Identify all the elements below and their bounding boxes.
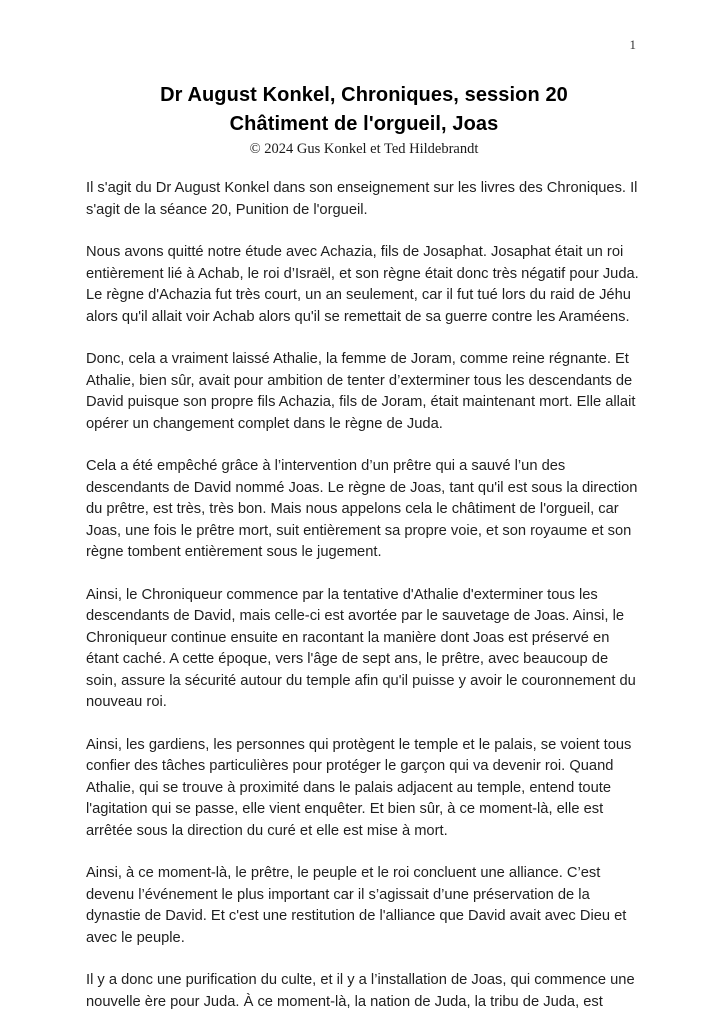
document-title-line-2: Châtiment de l'orgueil, Joas [229,113,499,135]
paragraph: Ainsi, les gardiens, les personnes qui protègent le temple et le palais, se voient tous confier des tâches particulières pour protéger le garçon qui va devenir roi. Quand Athalie, qui se trouve à proximité dans le palais adjacent au temple, entend toute l'agitation qui se passe, elle vient enquêter. Et bien sûr, à ce moment-là, elle est arrêtée sous la direction du curé et elle est mise à mort. [86,736,632,839]
paragraph: Ainsi, à ce moment-là, le prêtre, le peuple et le roi concluent une alliance. C’est devenu l’événement le plus important car il s’agissait d’une préservation de la dynastie de David. Et c'est une restitution de l'alliance que David avait avec Dieu et avec le peuple. [86,865,627,946]
copyright-line: © 2024 Gus Konkel et Ted Hildebrandt [249,141,479,157]
paragraph: Cela a été empêché grâce à l’intervention d’un prêtre qui a sauvé l’un des descendants de David nommé Joas. Le règne de Joas, tant qu'il est sous la direction du prêtre, est très, très bon. Mais nous appelons cela le châtiment de l'orgueil, car Joas, une fois le prêtre mort, suit entièrement sa propre voie, et son royaume et son règne tombent entièrement sous le jugement. [86,458,638,560]
paragraph: Donc, cela a vraiment laissé Athalie, la femme de Joram, comme reine régnante. Et Athalie, bien sûr, avait pour ambition de tenter d’exterminer tous les descendants de David puisque son propre fils Achazia, fils de Joram, était maintenant mort. Elle allait opérer un changement complet dans le règne de Juda. [86,351,636,432]
body-text [86,178,642,1013]
page-number: 1 [629,37,636,52]
paragraph: Il s'agit du Dr August Konkel dans son enseignement sur les livres des Chroniques. Il s'agit de la séance 20, Punition de l'orgueil. [86,180,638,218]
title-block [86,81,642,158]
document-title-line-1: Dr August Konkel, Chroniques, session 20 [160,84,568,106]
paragraph: Nous avons quitté notre étude avec Achazia, fils de Josaphat. Josaphat était un roi entièrement lié à Achab, le roi d’Israël, et son règne était donc très négatif pour Juda. Le règne d'Achazia fut très court, un an seulement, car il fut tué lors du raid de Jéhu alors qu'il allait voir Achab alors qu'il se remettait de sa guerre contre les Araméens. [86,244,639,325]
paragraph: Ainsi, le Chroniqueur commence par la tentative d'Athalie d'exterminer tous les descendants de David, mais celle-ci est avortée par le sauvetage de Joas. Ainsi, le Chroniqueur continue ensuite en racontant la manière dont Joas est préservé en étant caché. A cette époque, vers l'âge de sept ans, le prêtre, avec beaucoup de soin, assure la sécurité autour du temple afin qu'il puisse y avoir le couronnement du nouveau roi. [86,586,636,710]
paragraph: Il y a donc une purification du culte, et il y a l’installation de Joas, qui commence une nouvelle ère pour Juda. À ce moment-là, la nation de Juda, la tribu de Juda, est [86,972,635,1010]
